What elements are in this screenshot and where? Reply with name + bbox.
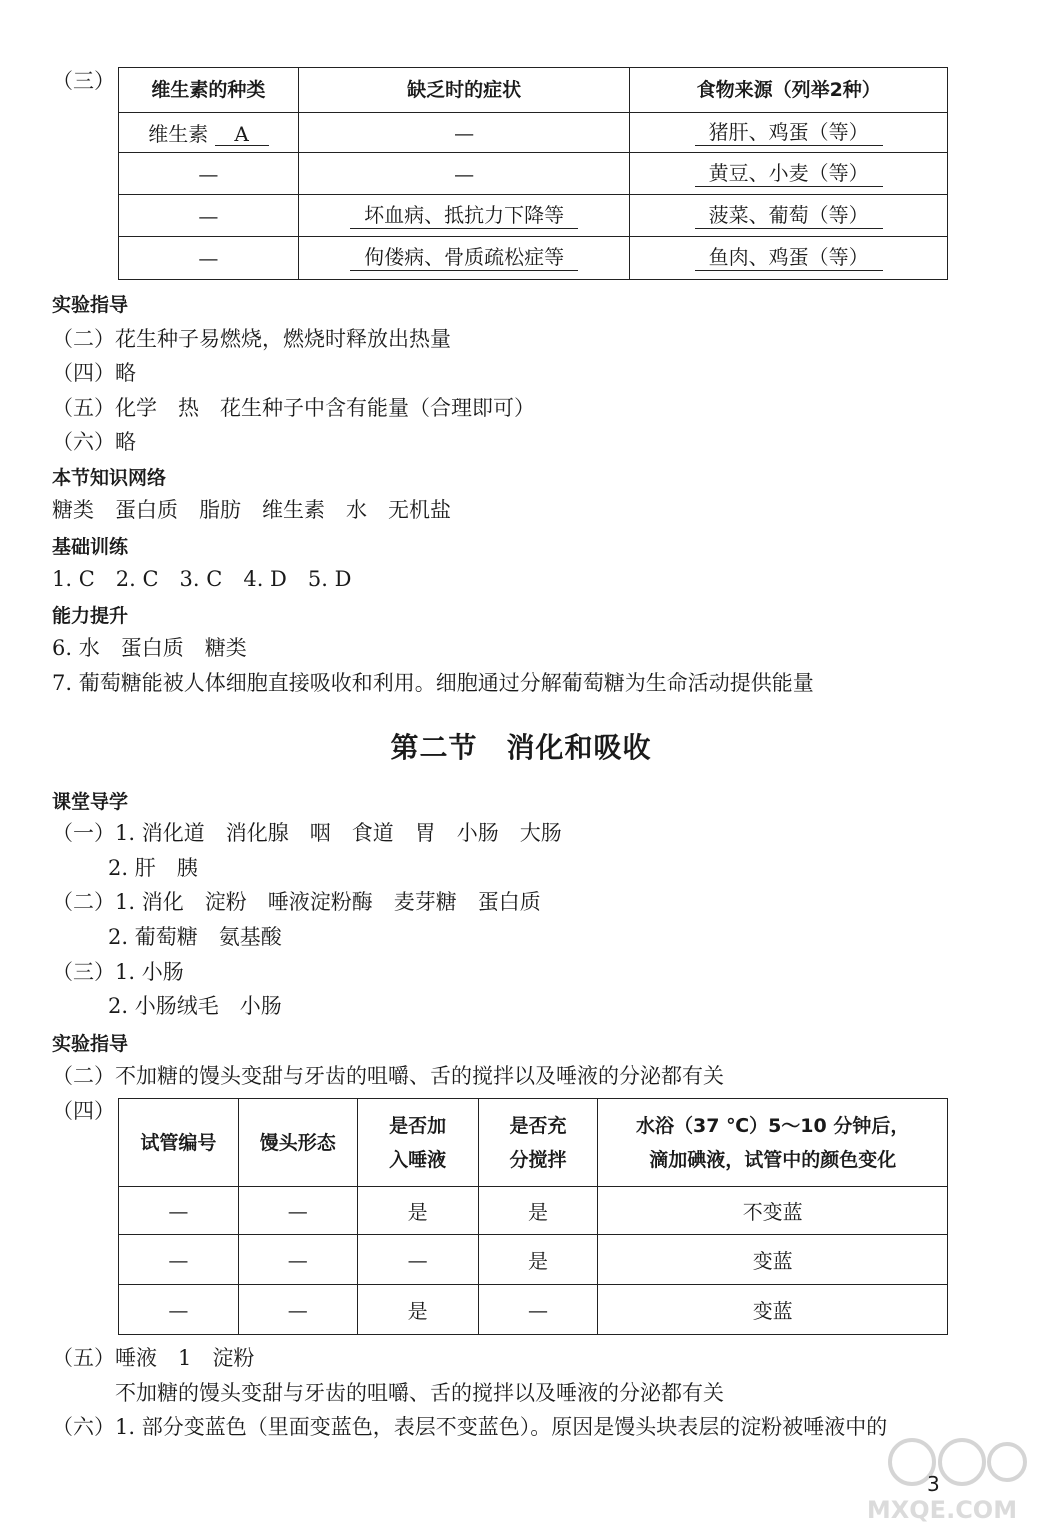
table-cell: 不变蓝 bbox=[598, 1187, 948, 1235]
header-line: 入唾液 bbox=[389, 1148, 447, 1171]
header-cell bbox=[598, 1099, 948, 1187]
source-cell bbox=[630, 113, 948, 153]
header-cell: 缺乏时的症状 bbox=[298, 68, 630, 113]
answer-line: 糖类 蛋白质 脂肪 维生素 水 无机盐 bbox=[52, 498, 451, 522]
table-row bbox=[119, 1235, 948, 1285]
header-cell: 试管编号 bbox=[119, 1099, 239, 1187]
symptom-cell: — bbox=[298, 113, 630, 153]
header-line: 滴加碘液，试管中的颜色变化 bbox=[649, 1148, 897, 1171]
table-cell: 是 bbox=[478, 1187, 598, 1235]
answer-line: 6. 水 蛋白质 糖类 bbox=[52, 636, 247, 660]
section-heading-ability: 能力提升 bbox=[52, 605, 129, 627]
symptom-cell: — bbox=[298, 153, 630, 195]
table-cell: — bbox=[119, 1235, 239, 1285]
section-heading-network: 本节知识网络 bbox=[52, 467, 167, 489]
answer-line: 2. 葡萄糖 氨基酸 bbox=[108, 925, 282, 949]
source-answer: 鱼肉、鸡蛋（等） bbox=[695, 245, 883, 271]
section-heading-class-guide: 课堂导学 bbox=[52, 791, 129, 813]
source-answer: 菠菜、葡萄（等） bbox=[695, 203, 883, 229]
table-cell: — bbox=[478, 1285, 598, 1335]
page-number: 3 bbox=[927, 1472, 940, 1496]
watermark-text: MXQE.COM bbox=[866, 1496, 1018, 1524]
answer-line: 7. 葡萄糖能被人体细胞直接吸收和利用。细胞通过分解葡萄糖为生命活动提供能量 bbox=[52, 671, 814, 695]
vitamin-kind-cell bbox=[119, 113, 299, 153]
vitamin-table bbox=[118, 67, 948, 280]
table-cell: — bbox=[119, 1187, 239, 1235]
header-cell bbox=[357, 1099, 478, 1187]
section-heading-basic: 基础训练 bbox=[52, 536, 129, 558]
vitamin-kind-cell: — bbox=[119, 153, 299, 195]
answer-line: 2. 肝 胰 bbox=[108, 856, 198, 880]
symptom-cell bbox=[298, 195, 630, 237]
watermark-logo bbox=[852, 1432, 1032, 1528]
table-row bbox=[119, 1187, 948, 1235]
table-cell: 是 bbox=[478, 1235, 598, 1285]
source-cell bbox=[630, 153, 948, 195]
source-cell bbox=[630, 237, 948, 280]
answer-line: （二）不加糖的馒头变甜与牙齿的咀嚼、舌的搅拌以及唾液的分泌都有关 bbox=[52, 1064, 724, 1088]
header-cell: 食物来源（列举2种） bbox=[630, 68, 948, 113]
table-cell: — bbox=[238, 1187, 357, 1235]
table-row bbox=[119, 1285, 948, 1335]
table-row bbox=[119, 195, 948, 237]
header-line: 是否充 bbox=[509, 1114, 567, 1137]
table-cell: 是 bbox=[357, 1187, 478, 1235]
table-row bbox=[119, 237, 948, 280]
answer-line: （四）略 bbox=[52, 361, 136, 385]
header-cell: 维生素的种类 bbox=[119, 68, 299, 113]
experiment-table bbox=[118, 1098, 948, 1335]
table-cell: — bbox=[238, 1285, 357, 1335]
answer-line: （六）1. 部分变蓝色（里面变蓝色，表层不变蓝色）。原因是馒头块表层的淀粉被唾液中的 bbox=[52, 1415, 888, 1439]
answer-line: （五）化学 热 花生种子中含有能量（合理即可） bbox=[52, 396, 535, 420]
vitamin-table-header bbox=[119, 68, 948, 113]
source-answer: 猪肝、鸡蛋（等） bbox=[695, 120, 883, 146]
answer-line: （二）花生种子易燃烧，燃烧时释放出热量 bbox=[52, 327, 451, 351]
source-answer: 黄豆、小麦（等） bbox=[695, 161, 883, 187]
vitamin-kind-cell: — bbox=[119, 237, 299, 280]
table-row bbox=[119, 113, 948, 153]
section-heading-experiment: 实验指导 bbox=[52, 294, 129, 316]
symptom-answer: 坏血病、抵抗力下降等 bbox=[350, 203, 578, 229]
vitamin-kind-cell: — bbox=[119, 195, 299, 237]
header-cell bbox=[478, 1099, 598, 1187]
experiment-table-label: （四） bbox=[52, 1099, 115, 1123]
section-title: 第二节 消化和吸收 bbox=[390, 731, 652, 764]
header-cell: 馒头形态 bbox=[238, 1099, 357, 1187]
table-cell: — bbox=[357, 1235, 478, 1285]
answer-line: 1. C 2. C 3. C 4. D 5. D bbox=[52, 567, 352, 591]
vitamin-kind-prefix: 维生素 bbox=[148, 122, 209, 146]
table-cell: 变蓝 bbox=[598, 1235, 948, 1285]
header-line: 分搅拌 bbox=[509, 1148, 567, 1171]
answer-line: 2. 小肠绒毛 小肠 bbox=[108, 994, 282, 1018]
table-cell: 变蓝 bbox=[598, 1285, 948, 1335]
answer-line: （三）1. 小肠 bbox=[52, 960, 184, 984]
table-row bbox=[119, 153, 948, 195]
symptom-cell bbox=[298, 237, 630, 280]
answer-line: 不加糖的馒头变甜与牙齿的咀嚼、舌的搅拌以及唾液的分泌都有关 bbox=[115, 1381, 724, 1405]
answer-line: （六）略 bbox=[52, 430, 136, 454]
symptom-answer: 佝偻病、骨质疏松症等 bbox=[350, 245, 578, 271]
answer-line: （二）1. 消化 淀粉 唾液淀粉酶 麦芽糖 蛋白质 bbox=[52, 890, 541, 914]
vitamin-kind-answer: A bbox=[215, 123, 269, 146]
source-cell bbox=[630, 195, 948, 237]
experiment-table-header bbox=[119, 1099, 948, 1187]
answer-line: （五）唾液 1 淀粉 bbox=[52, 1346, 255, 1370]
header-line: 水浴（37 ℃）5～10 分钟后， bbox=[636, 1114, 910, 1137]
table-cell: — bbox=[238, 1235, 357, 1285]
table-cell: — bbox=[119, 1285, 239, 1335]
table-cell: 是 bbox=[357, 1285, 478, 1335]
answer-line: （一）1. 消化道 消化腺 咽 食道 胃 小肠 大肠 bbox=[52, 821, 562, 845]
section-heading-experiment-2: 实验指导 bbox=[52, 1033, 129, 1055]
header-line: 是否加 bbox=[389, 1114, 447, 1137]
vitamin-table-label: （三） bbox=[52, 69, 115, 93]
